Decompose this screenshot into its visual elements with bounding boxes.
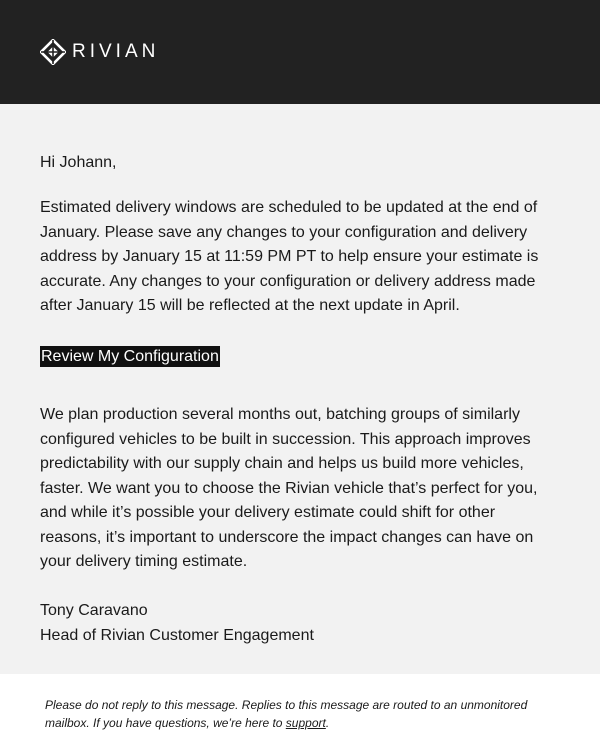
footer-disclaimer-text: Please do not reply to this message. Replies to this message are routed to an unmonitored mailbox. If you have questions, we’re here to	[45, 698, 528, 730]
greeting-text: Hi Johann,	[40, 154, 117, 171]
signature-title: Head of Rivian Customer Engagement	[40, 626, 314, 644]
delivery-window-paragraph: Estimated delivery windows are scheduled to be updated at the end of January. Please save any changes to your configuration and delivery address by January 15 at 11:59 PM PT to help ensure your estimate is accurate. Any changes to your configuration or delivery address made after January 15 will be reflected at the next update in April.	[40, 199, 539, 314]
email-header	[0, 0, 600, 104]
brand-wordmark: RIVIAN	[72, 41, 160, 62]
rivian-logo[interactable]	[40, 39, 159, 65]
footer-disclaimer	[45, 696, 555, 732]
signature-name: Tony Caravano	[40, 602, 148, 619]
support-link[interactable]: support	[285, 716, 326, 730]
signature-block	[40, 599, 560, 648]
production-paragraph: We plan production several months out, batching groups of similarly configured vehicles to be built in succession. This approach improves predictability with our supply chain and helps us build more vehicles, faster. We want you to choose the Rivian vehicle that’s perfect for you, and while it’s possible your delivery estimate could shift for other reasons, it’s important to underscore the impact changes can have on your delivery timing estimate.	[40, 406, 538, 570]
email-footer	[0, 674, 600, 732]
rivian-compass-icon	[40, 39, 66, 65]
footer-period: .	[325, 716, 330, 730]
email-body	[0, 104, 600, 674]
review-configuration-button[interactable]: Review My Configuration	[41, 348, 219, 365]
